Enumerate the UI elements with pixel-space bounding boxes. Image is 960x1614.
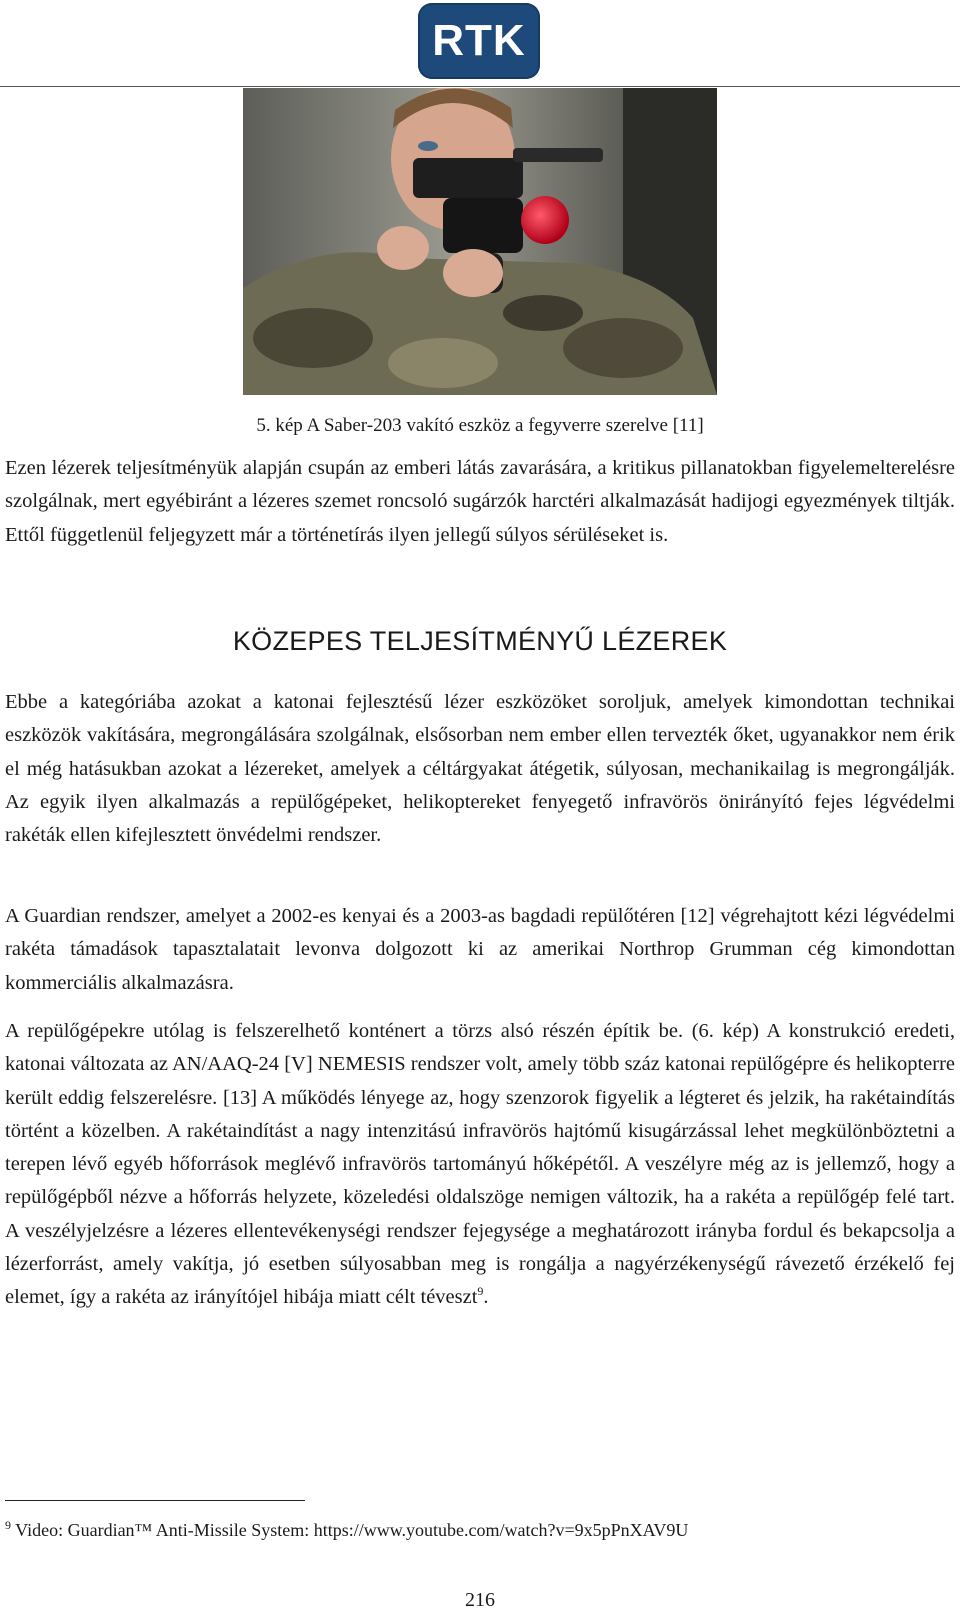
paragraph-4 <box>5 1015 955 1315</box>
footnote-reference: 9 <box>477 1284 484 1299</box>
logo-text: RTK <box>432 16 526 65</box>
footnote-number: 9 <box>5 1518 11 1532</box>
paragraph-1: Ezen lézerek teljesítményük alapján csupán az emberi látás zavarására, a kritikus pillanatokban figyelemelterelésre szolgálnak, mert egyébiránt a lézeres szemet roncsoló sugárzók harctéri alkalmazását hadijogi egyezmények tiltják. Ettől függetlenül feljegyzett már a történetírás ilyen jellegű súlyos sérüléseket is. <box>5 457 955 546</box>
paragraph-2: Ebbe a kategóriába azokat a katonai fejlesztésű lézer eszközöket soroljuk, amelyek kimondottan technikai eszközök vakítására, megrongálására szolgálnak, elsősorban nem ember ellen tervezték őket, ugyanakkor nem érik el még hatásukban azokat a lézereket, amelyek a céltárgyakat átégetik, súlyosan, mechanikailag is megrongálják. Az egyik ilyen alkalmazás a repülőgépeket, helikoptereket fenyegető infravörös önirányító fejes légvédelmi rakéták ellen kifejlesztett önvédelmi rendszer. <box>5 691 955 847</box>
paragraph-4-end: . <box>483 1286 489 1309</box>
footnote-text: Video: Guardian™ Anti-Missile System: https://www.youtube.com/watch?v=9x5pPnXAV9U <box>11 1520 689 1540</box>
section-heading: KÖZEPES TELJESÍTMÉNYŰ LÉZEREK <box>232 626 728 656</box>
paragraph-4-text: A repülőgépekre utólag is felszerelhető konténert a törzs alsó részén építik be. (6. kép) A konstrukció eredeti, katonai változata az AN/AAQ-24 [V] NEMESIS rendszer volt, amely több száz katonai repülőgépre és helikopterre került eddig felszerelésre. [13] A működés lényege az, hogy szenzorok figyelik a légteret és jelzik, ha rakétaindítás történt a közelben. A rakétaindítást a nagy intenzitású infravörös hajtómű kisugárzással lehet megkülönböztetni a terepen lévő egyéb hőforrások meglévő infravörös tartományú hőképétől. A veszélyre még az is jellemző, hogy a repülőgépből nézve a hőforrás helyzete, közeledési oldalszöge nemigen változik, ha a rakéta a repülőgép felé tart. A veszélyjelzésre a lézeres ellentevékenységi rendszer fejegysége a meghatározott irányba fordul és bekapcsolja a lézerforrást, amely vakítja, jó esetben súlyosabban meg is rongálja a nagyérzékenységű rávezető érzékelő fej elemet, így a rakéta az irányítójel hibája miatt célt téveszt <box>5 1020 955 1309</box>
paragraph-3: A Guardian rendszer, amelyet a 2002-es kenyai és a 2003-as bagdadi repülőtéren [12] végrehajtott kézi légvédelmi rakéta támadások tapasztalatait levonva dolgozott ki az amerikai Northrop Grumman cég kimondottan kommerciális alkalmazásra. <box>5 905 955 994</box>
footnote <box>5 1518 955 1542</box>
figure-photo <box>243 88 717 395</box>
header-divider <box>0 86 960 87</box>
page-number: 216 <box>465 1589 495 1611</box>
rtk-logo <box>418 3 540 79</box>
footnote-divider <box>5 1500 305 1501</box>
figure-caption: 5. kép A Saber-203 vakító eszköz a fegyverre szerelve [11] <box>256 415 704 436</box>
